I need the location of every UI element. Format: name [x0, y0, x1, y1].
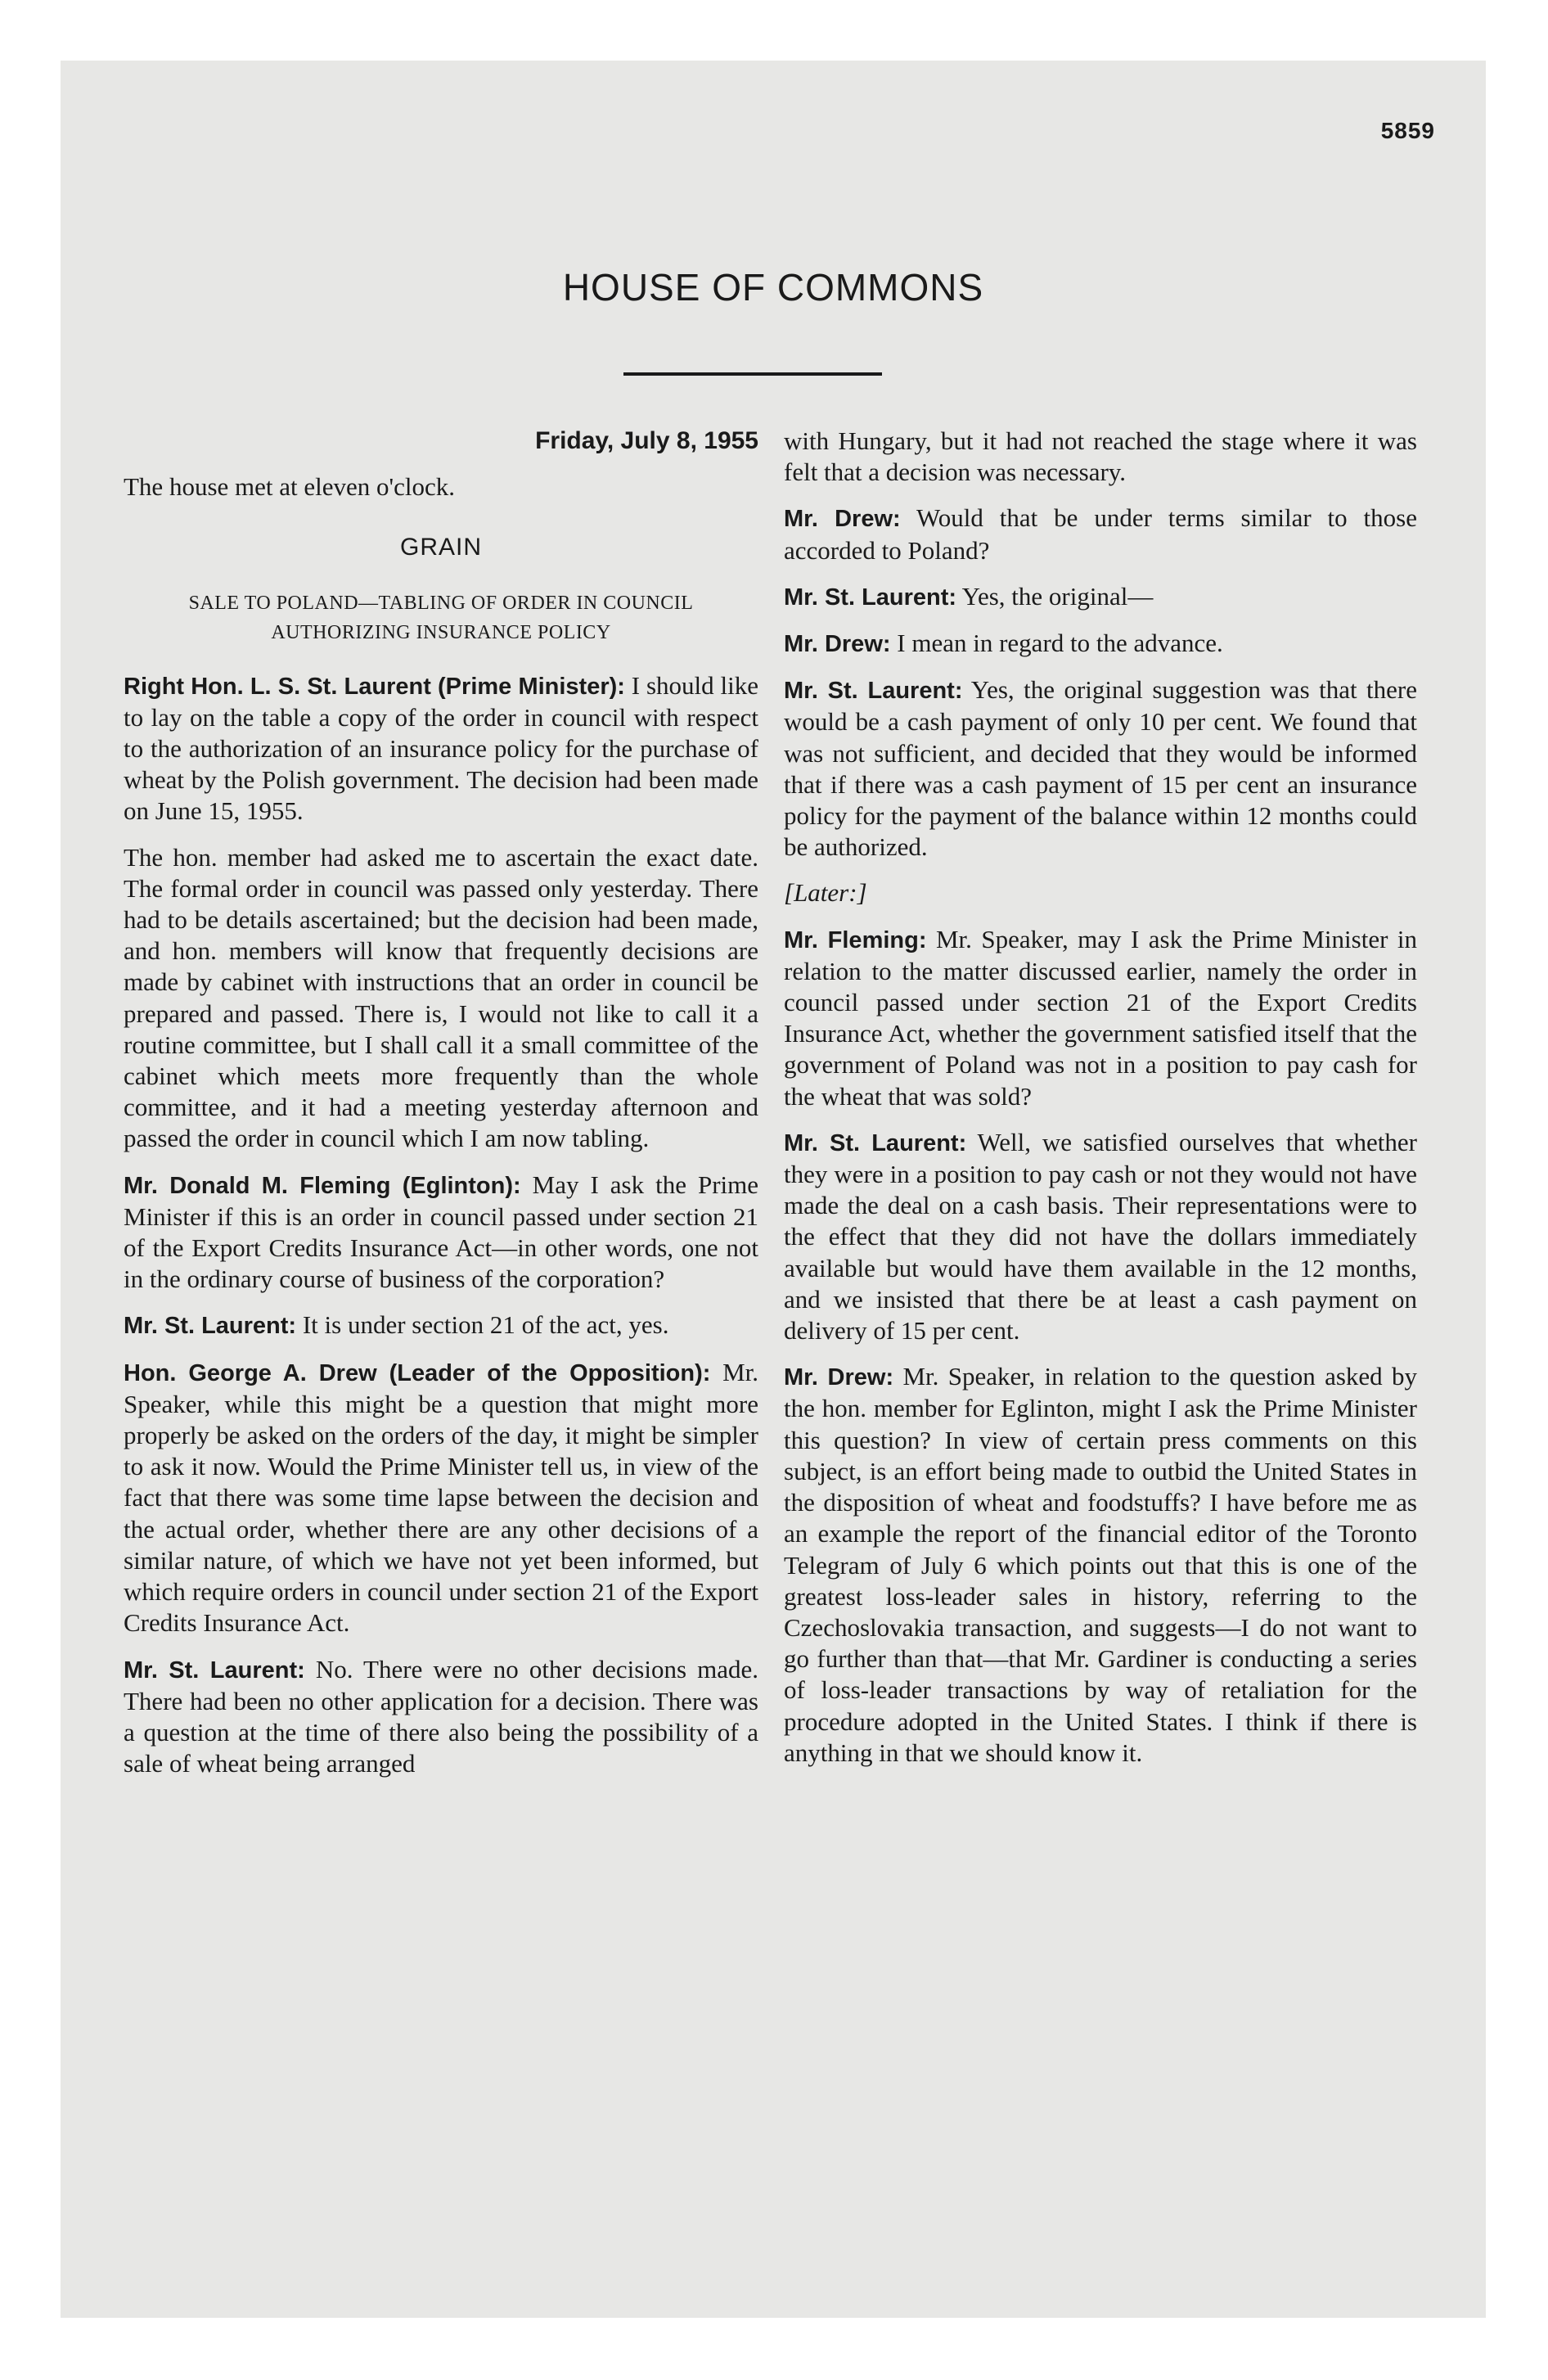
- paragraph-text: Yes, the original—: [956, 581, 1154, 611]
- paragraph-text: with Hungary, but it had not reached the stage where it was felt that a decision was necessary.: [784, 426, 1417, 487]
- subheading-line-2: AUTHORIZING INSURANCE POLICY: [271, 621, 611, 643]
- paragraph: [784, 1361, 1417, 1769]
- subheading-line-1: SALE TO POLAND—TABLING OF ORDER IN COUNCIL: [188, 592, 694, 614]
- paragraph: [124, 1170, 758, 1296]
- speaker-name: Mr. Donald M. Fleming (Eglinton):: [124, 1172, 521, 1199]
- paragraph-text: Mr. Speaker, while this might be a question that might more properly be asked on the orders of the day, it might be simpler to ask it now. Would the Prime Minister tell us, in view of the fact that there was some time lapse between the decision and the actual order, whether there are any other decisions of a similar nature, of which we have not yet been informed, but which require orders in council under section 21 of the Export Credits Insurance Act.: [124, 1357, 758, 1638]
- speaker-name: Mr. Drew:: [784, 631, 891, 658]
- paragraph: [784, 628, 1417, 660]
- speaker-name: Mr. St. Laurent:: [784, 678, 963, 705]
- page-number: 5859: [1380, 118, 1435, 143]
- speaker-name: Mr. St. Laurent:: [784, 1129, 967, 1156]
- paragraph-text: It is under section 21 of the act, yes.: [296, 1310, 669, 1340]
- paragraph: [124, 670, 758, 827]
- paragraph: [784, 503, 1417, 566]
- speaker-name: Mr. Drew:: [784, 506, 901, 533]
- speaker-name: Mr. Drew:: [784, 1364, 894, 1391]
- paragraph: [784, 426, 1417, 488]
- paragraph-text: I should like to lay on the table a copy of the order in council with respect to the authorization of an insurance policy for the purchase of wheat by the Polish government. The decision had been made on June 15, 1955.: [124, 670, 758, 826]
- intro-line: The house met at eleven o'clock.: [124, 472, 455, 502]
- speaker-name: Mr. St. Laurent:: [784, 584, 957, 611]
- paragraph: [124, 1654, 758, 1780]
- paragraph: [124, 1357, 758, 1639]
- right-column: [784, 426, 1417, 1783]
- session-date: Friday, July 8, 1955: [535, 427, 758, 454]
- paragraph: [124, 1309, 758, 1341]
- speaker-name: Right Hon. L. S. St. Laurent (Prime Minister):: [124, 673, 625, 700]
- document-page: [61, 61, 1486, 2318]
- section-subheading: [124, 588, 758, 647]
- paragraph: [784, 581, 1417, 613]
- paragraph-text: I mean in regard to the advance.: [890, 629, 1223, 658]
- paragraph-text: Mr. Speaker, in relation to the question asked by the hon. member for Eglinton, might I ask the Prime Minister this question? In view of certain press comments on this subject, is an effort being made to outbid the United States in the disposition of wheat and foodstuffs? I have before me as an example the report of the financial editor of the Toronto Telegram of July 6 which points out that this is one of the greatest loss-leader sales in history, referring to the Czechoslovakia transaction, and suggests—I do not want to go further than that—that Mr. Gardiner is conducting a series of loss-leader transactions by way of retaliation for the procedure adopted in the United States. I think if there is anything in that we should know it.: [784, 1362, 1418, 1767]
- paragraph-text: Yes, the original suggestion was that there would be a cash payment of only 10 per cent. We found that was not sufficient, and decided that they would be informed that if there was a cash payment of 15 per cent an insurance policy for the payment of the balance within 12 months could be authorized.: [784, 675, 1417, 862]
- section-heading: GRAIN: [399, 534, 482, 561]
- paragraph: [124, 842, 758, 1155]
- speaker-name: Mr. Fleming:: [784, 926, 927, 953]
- paragraph-text: Mr. Speaker, may I ask the Prime Minister in relation to the matter discussed earlier, namely the order in council passed under section 21 of the Export Credits Insurance Act, whether the government satisfied itself that the government of Poland was not in a position to pay cash for the wheat that was sold?: [784, 924, 1417, 1111]
- paragraph: [784, 924, 1417, 1112]
- paragraph-text: Would that be under terms similar to those accorded to Poland?: [784, 503, 1417, 565]
- speaker-name: Hon. George A. Drew (Leader of the Opposition):: [124, 1359, 711, 1386]
- later-marker: [Later:]: [784, 878, 867, 908]
- paragraph-text: No. There were no other decisions made. There had been no other application for a decision. There was a question at the time of there also being the possibility of a sale of wheat being arranged: [124, 1654, 758, 1778]
- paragraph: [784, 877, 1417, 908]
- paragraph-text: Well, we satisfied ourselves that whether they were in a position to pay cash or not they would not have made the deal on a cash basis. Their representations were to the effect that they did not have the dollars immediately available but would have them available in the 12 months, and we insisted that there be at least a cash payment on delivery of 15 per cent.: [784, 1127, 1417, 1346]
- speaker-name: Mr. St. Laurent:: [124, 1657, 305, 1684]
- speaker-name: Mr. St. Laurent:: [124, 1313, 297, 1340]
- title-divider: [623, 372, 882, 376]
- left-column: [124, 426, 758, 1794]
- paragraph: [784, 1127, 1417, 1346]
- paragraph-text: May I ask the Prime Minister if this is an order in council passed under section 21 of the Export Credits Insurance Act—in other words, one not in the ordinary course of business of the corporation?: [124, 1170, 759, 1294]
- paragraph-text: The hon. member had asked me to ascertain the exact date. The formal order in council was passed only yesterday. There had to be details ascertained; but the decision had been made, and hon. members will know that frequently decisions are made by cabinet with instructions that an order in council be prepared and passed. There is, I would not like to call it a routine committee, but I shall call it a small committee of the cabinet which meets more frequently than the whole committee, and it had a meeting yesterday afternoon and passed the order in council which I am now tabling.: [124, 842, 758, 1153]
- paragraph: [784, 674, 1417, 863]
- page-title: HOUSE OF COMMONS: [562, 266, 984, 309]
